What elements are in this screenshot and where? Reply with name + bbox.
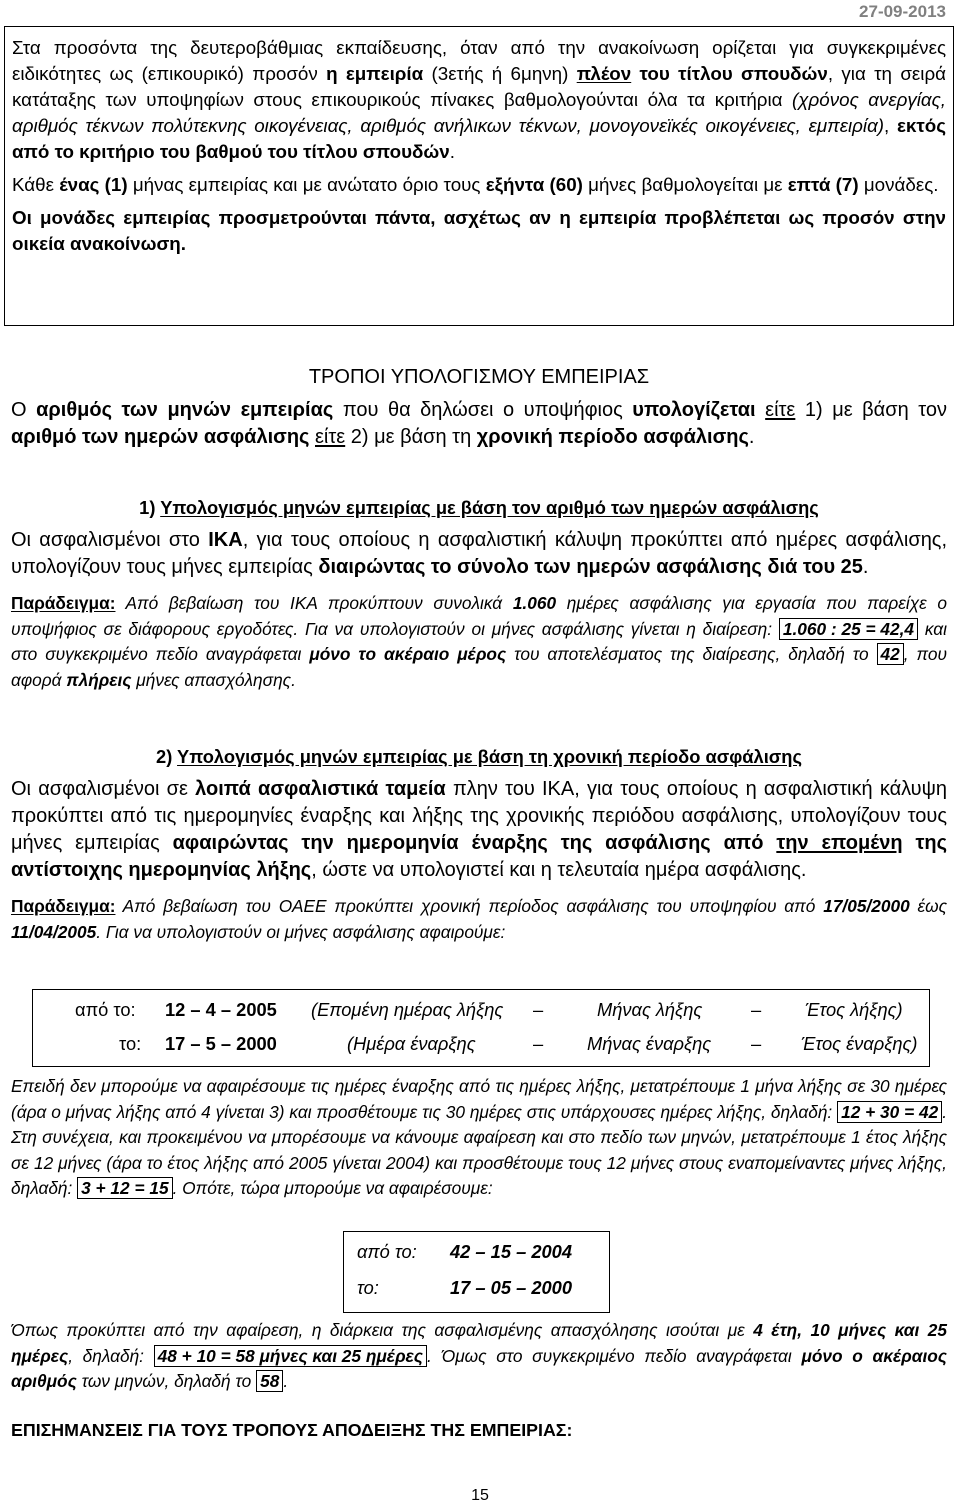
text-run: πλην του ΙΚΑ, για τους οποίους η ασφαλιστική κάλυψη προκύπτει από τις ημερομηνίες έναρξης και λήξης της χρονικής περιόδου ασφάλισης, υπολογίζουν τους μήνες εμπειρίας [11, 778, 947, 854]
text-run: και στο συγκεκριμένο πεδίο αναγράφεται [11, 618, 947, 664]
boxed-value: 3 + 12 = 15 [77, 1177, 172, 1199]
page-number: 15 [471, 1487, 489, 1504]
boxed-value: 42 [877, 643, 904, 665]
text-run: της αντίστοιχης ημερομηνίας λήξης [11, 832, 948, 881]
intro-paragraph-3 [12, 205, 946, 257]
methods-intro [11, 397, 947, 451]
text-run: λοιπά ασφαλιστικά ταμεία [195, 778, 446, 800]
text-run: Από βεβαίωση του ΙΚΑ προκύπτουν συνολικά [115, 593, 513, 613]
text-run: μήνες απασχόλησης. [131, 669, 296, 690]
methods-title: ΤΡΟΠΟΙ ΥΠΟΛΟΓΙΣΜΟΥ ΕΜΠΕΙΡΙΑΣ [308, 366, 650, 388]
text-run: Στα προσόντα της δευτεροβάθμιας εκπαίδευσης, όταν από την ανακοίνωση ορίζεται για συγκεκριμένες ειδικότητες ως (επικουρικό) προσόν [12, 37, 946, 84]
text-run: Ο [11, 399, 37, 421]
result-section [11, 1318, 947, 1395]
result-paragraph [11, 1318, 947, 1395]
text-run: εξήντα (60) [485, 174, 583, 195]
section-2-title: 2) Υπολογισμός μηνών εμπειρίας με βάση τη χρονική περίοδο ασφάλισης [156, 746, 802, 767]
text-run: που θα δηλώσει ο υποψήφιος [333, 399, 633, 421]
text-run: (3ετής ή 6μηνη) [423, 63, 577, 84]
section-1-body [11, 527, 947, 581]
text-run [631, 63, 639, 84]
bottom-heading: ΕΠΙΣΗΜΑΝΣΕΙΣ ΓΙΑ ΤΟΥΣ ΤΡΟΠΟΥΣ ΑΠΟΔΕΙΞΗΣ ΤΗΣ ΕΜΠΕΙΡΙΑΣ: [11, 1420, 573, 1440]
section-1-title: 1) Υπολογισμός μηνών εμπειρίας με βάση τον αριθμό των ημερών ασφάλισης [139, 497, 819, 518]
text-run: μόνο ο ακέραιος αριθμός [11, 1345, 947, 1391]
text-run [763, 832, 776, 854]
text-run: 1) με βάση τον [795, 399, 947, 421]
text-run: 11/04/2005 [11, 921, 97, 942]
text-run: των μηνών, δηλαδή το [76, 1371, 257, 1391]
text-run: την επομένη [776, 832, 903, 854]
text-run: χρονική περίοδο ασφάλισης [476, 426, 749, 448]
text-run: Από βεβαίωση του ΟΑΕΕ προκύπτει χρονική περίοδος ασφάλισης του υποψηφίου από [115, 896, 824, 916]
text-run: . Στη συνέχεια, και προκειμένου να μπορέσουμε να κάνουμε αφαίρεση και στο πεδίο των μηνών, μετατρέπουμε 1 έτος λήξης σε 12 μήνες (άρα το έτος λήξης από 2005 γίνεται 2004) και προσθέτουμε τους 12 μήνες στους εναπομείναντες μήνες λήξης, δηλαδή: [11, 1101, 947, 1198]
section-1-example [11, 591, 947, 693]
text-run: , που αφορά [11, 644, 947, 690]
intro-paragraph-1 [12, 35, 946, 165]
text-run: είτε [765, 399, 796, 421]
boxed-value: 48 + 10 = 58 μήνες και 25 ημέρες [154, 1345, 427, 1367]
text-run: υπολογίζεται [632, 399, 756, 421]
text-run: Παράδειγμα: [11, 593, 116, 613]
text-run: πλέον [576, 63, 632, 84]
calc-row-2: το: 17 – 05 – 2000 [357, 1277, 572, 1298]
text-run: ΙΚΑ [208, 529, 243, 551]
text-run: , δηλαδή: [68, 1345, 154, 1366]
text-run: . Για να υπολογιστούν οι μήνες ασφάλισης αφαιρούμε: [96, 921, 506, 942]
text-run: διαιρώντας το σύνολο των ημερών ασφάλισης διά του 25 [318, 556, 863, 578]
explanation-section [11, 1074, 947, 1202]
calc-row-1: από το: 42 – 15 – 2004 [357, 1241, 572, 1262]
text-run: ένας (1) [59, 174, 128, 195]
text-run: μόνο το ακέραιο μέρος [309, 644, 507, 664]
text-run: Οι ασφαλισμένοι σε [11, 778, 196, 800]
text-run: 4 έτη, 10 μήνες και 25 ημέρες [11, 1320, 948, 1366]
calculation-box [343, 1231, 610, 1313]
text-run [903, 832, 916, 854]
text-run: . [862, 556, 869, 578]
text-run: . Οπότε, τώρα μπορούμε να αφαιρέσουμε: [172, 1178, 493, 1198]
text-run: του αποτελέσματος της διαίρεσης, δηλαδή το [506, 644, 877, 664]
text-run: μήνας εμπειρίας και με ανώτατο όριο τους [127, 174, 486, 195]
text-run: ημέρες ασφάλισης για εργασία που παρείχε ο υποψήφιος σε διάφορους εργοδότες. Για να υπολογιστούν οι μήνες ασφάλισης γίνεται η διαίρεση: [11, 593, 947, 639]
text-run: Οι μονάδες εμπειρίας προσμετρούνται πάντα, ασχέτως αν η εμπειρία προβλέπεται ως προσόν στην οικεία ανακοίνωση. [12, 207, 946, 254]
text-run [756, 399, 766, 421]
text-run: του τίτλου σπουδών [639, 63, 828, 84]
text-run: , [884, 115, 897, 136]
text-run: η εμπειρία [326, 63, 424, 84]
text-run: , για τους οποίους η ασφαλιστική κάλυψη προκύπτει από ημέρες ασφάλισης, υπολογίζουν τους μήνες εμπειρίας [11, 529, 948, 578]
text-run: . [283, 1371, 289, 1391]
text-run: (χρόνος ανεργίας, αριθμός τέκνων πολύτεκνης οικογένειας, αριθμός ανήλικων τέκνων, μονογονεϊκές οικογένειες, εμπειρία) [12, 89, 946, 136]
table-row-start: το: 17 – 5 – 2000 (Ημέρα έναρξης – Μήνας έναρξης – Έτος έναρξης) [119, 1033, 918, 1054]
section-2-example [11, 894, 947, 945]
text-run: εκτός από το κριτήριο του βαθμού του τίτλου σπουδών [12, 115, 946, 162]
text-run: είτε [315, 426, 346, 448]
text-run: , ώστε να υπολογιστεί και η τελευταία ημέρα ασφάλισης. [311, 859, 807, 881]
text-run: Όπως προκύπτει από την αφαίρεση, η διάρκεια της ασφαλισμένης απασχόλησης ισούται με [11, 1320, 754, 1340]
text-run: Επειδή δεν μπορούμε να αφαιρέσουμε τις ημέρες έναρξης από τις ημέρες λήξης, μετατρέπουμε 1 μήνα λήξης σε 30 ημέρες (άρα ο μήνας λήξης από 4 γίνεται 3) και προσθέτουμε τις 30 ημέρες στις υπάρχουσες ημέρες λήξης, δηλαδή: [11, 1076, 947, 1122]
text-run: . [748, 426, 755, 448]
table-row-end: από το: 12 – 4 – 2005 (Επομένη ημέρας λήξης – Μήνας λήξης – Έτος λήξης) [75, 999, 903, 1020]
text-run: 2) με βάση τη [345, 426, 477, 448]
text-run: μονάδες. [858, 174, 939, 195]
text-run: 1.060 [512, 593, 557, 613]
text-run: Παράδειγμα: [11, 896, 116, 916]
text-run: έως [909, 896, 948, 916]
boxed-value: 58 [256, 1370, 283, 1392]
explanation-paragraph [11, 1074, 947, 1202]
section-2-body [11, 776, 947, 884]
methods-section [11, 366, 947, 451]
boxed-value: 12 + 30 = 42 [837, 1101, 942, 1123]
text-run: επτά (7) [787, 174, 859, 195]
boxed-value: 1.060 : 25 = 42,4 [779, 618, 918, 640]
text-run: 17/05/2000 [823, 896, 910, 916]
text-run: αριθμός των μηνών εμπειρίας [36, 399, 334, 421]
header-date: 27-09-2013 [859, 2, 946, 21]
text-run: Οι ασφαλισμένοι στο [11, 529, 209, 551]
text-run: Κάθε [12, 174, 60, 195]
text-run: αριθμό των ημερών ασφάλισης [11, 426, 310, 448]
section-1 [11, 497, 947, 693]
text-run: . Όμως στο συγκεκριμένο πεδίο αναγράφεται [427, 1345, 802, 1366]
text-run: πλήρεις [66, 669, 132, 690]
intro-box [4, 26, 954, 326]
text-run: αφαιρώντας την ημερομηνία έναρξης της ασφάλισης από [172, 832, 764, 854]
text-run: μήνες βαθμολογείται με [582, 174, 788, 195]
intro-paragraph-2 [12, 172, 946, 198]
text-run: , για τη σειρά κατάταξης των υποψηφίων στους επικουρικούς πίνακες βαθμολογούνται όλα τα κριτήρια [12, 63, 946, 110]
text-run: . [449, 141, 455, 162]
section-2 [11, 746, 947, 945]
date-subtraction-table [32, 989, 930, 1067]
